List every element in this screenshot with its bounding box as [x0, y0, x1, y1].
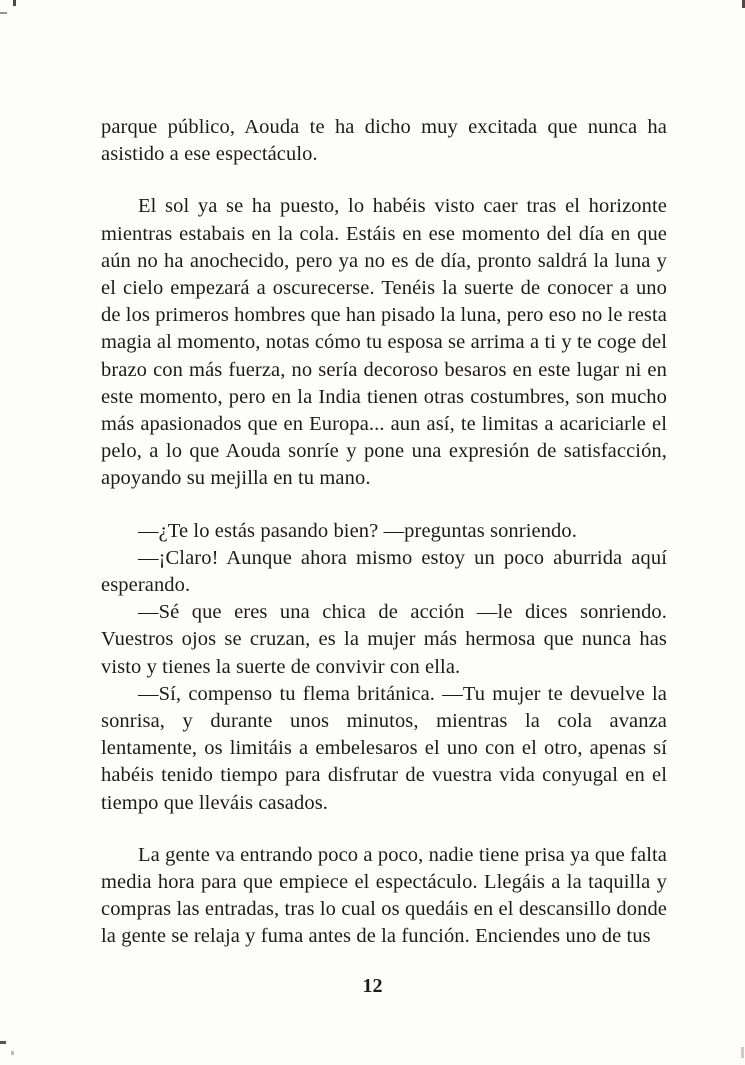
corner-artifact-bottom-left-dash	[0, 1041, 6, 1044]
paragraph-dialogue: —Sé que eres una chica de acción —le dices sonriendo. Vuestros ojos se cruzan, es la mujer más hermosa que nunca has visto y tienes la suerte de convivir con ella.	[101, 601, 667, 678]
paragraph-dialogue: —¿Te lo estás pasando bien? —preguntas sonriendo.	[138, 519, 577, 542]
page-number: 12	[362, 975, 383, 997]
paragraph-narrative: La gente va entrando poco a poco, nadie tiene prisa ya que falta media hora para que empiece el espectáculo. Llegáis a la taquilla y compras las entradas, tras lo cual os quedáis en el descansillo donde la gente se relaja y fuma antes de la función. Enciendes uno de tus	[101, 843, 667, 948]
paragraph-continuation: parque público, Aouda te ha dicho muy excitada que nunca ha asistido a ese espectáculo.	[101, 116, 667, 166]
page-text-block	[101, 114, 667, 951]
corner-artifact-top-left-tick	[13, 0, 16, 6]
paragraph-dialogue: —Sí, compenso tu flema británica. —Tu mujer te devuelve la sonrisa, y durante unos minutos, mientras la cola avanza lentamente, os limitáis a embelesaros el uno con el otro, apenas sí habéis tenido tiempo para disfrutar de vuestra vida conyugal en el tiempo que lleváis casados.	[101, 682, 667, 814]
corner-artifact-bottom-right	[741, 1047, 744, 1058]
corner-artifact-bottom-left-speck	[11, 1051, 14, 1055]
corner-artifact-top-left-dash	[0, 12, 7, 14]
paragraph-dialogue: —¡Claro! Aunque ahora mismo estoy un poco aburrida aquí esperando.	[101, 546, 667, 597]
paragraph-narrative: El sol ya se ha puesto, lo habéis visto caer tras el horizonte mientras estabais en la cola. Estáis en ese momento del día en que aún no ha anochecido, pero ya no es de día, pronto saldrá la luna y el cielo empezará a oscurecerse. Tenéis la suerte de conocer a uno de los primeros hombres que han pisado la luna, pero eso no le resta magia al momento, notas cómo tu esposa se arrima a ti y te coge del brazo con más fuerza, no sería decoroso besaros en este lugar ni en este momento, pero en la India tienen otras costumbres, son mucho más apasionados que en Europa... aun así, te limitas a acariciarle el pelo, a lo que Aouda sonríe y pone una expresión de satisfacción, apoyando su mejilla en tu mano.	[101, 195, 667, 490]
